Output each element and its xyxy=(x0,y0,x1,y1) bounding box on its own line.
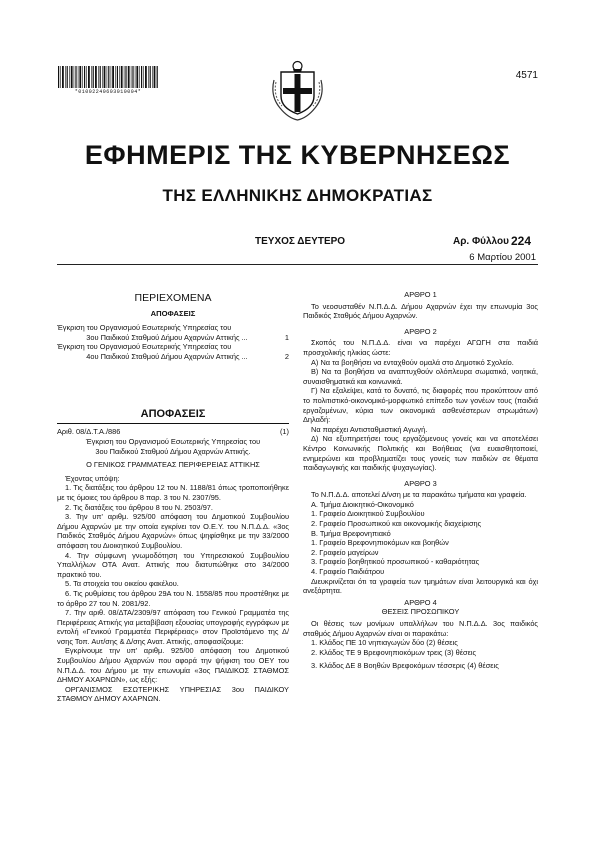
article-title: ΑΡΘΡΟ 3 xyxy=(404,478,437,488)
decision-body xyxy=(57,437,289,704)
paragraph: 5. Τα στοιχεία του οικείου φακέλου. xyxy=(65,579,179,589)
paragraph: 2. Τις διατάξεις του άρθρου 8 του Ν. 2503/97. xyxy=(65,502,213,512)
decisions-heading: ΑΠΟΦΑΣΕΙΣ xyxy=(140,408,206,420)
article-title: ΑΡΘΡΟ 2 xyxy=(404,326,437,336)
article-item: 2. Κλάδος ΤΕ 9 Βρεφονηπιοκόμων τρεις (3) θέσεις xyxy=(311,647,477,657)
article-text: Διευκρινίζεται ότι τα γραφεία των τμημάτων είναι λειτουργικά και όχι ανεξάρτητα. xyxy=(303,576,538,596)
toc-page: 2 xyxy=(284,351,289,361)
decision-subject: Έγκριση του Οργανισμού Εσωτερικής Υπηρεσίας του 3ου Παιδικού Σταθμού Δήμου Αχαρνών Αττικής. xyxy=(85,437,261,456)
article-item: 1. Γραφείο Βρεφονηπιοκόμων και βοηθών xyxy=(311,538,449,548)
article-item: 3. Γραφείο βοηθητικού προσωπικού - καθαριότητας xyxy=(311,557,480,567)
contents-title: ΠΕΡΙΕΧΟΜΕΝΑ xyxy=(134,292,212,304)
article-item: 1. Γραφείο Διοικητικού Συμβουλίου xyxy=(311,509,425,519)
article-item: Α) Να τα βοηθήσει να ενταχθούν ομαλά στο Δημοτικό Σχολείο. xyxy=(311,357,514,367)
barcode-number: *01002240603010004* xyxy=(74,89,142,95)
article-item: Να παρέχει Αντισταθμιστική Αγωγή. xyxy=(311,424,428,434)
paragraph: 1. Τις διατάξεις του άρθρου 12 του Ν. 1188/81 όπως τροποποιήθηκε με τις όμοιες του άρθρου 8 παρ. 3 του Ν. 2307/95. xyxy=(57,483,289,502)
article-subtitle: ΘΕΣΕΙΣ ΠΡΟΣΩΠΙΚΟΥ xyxy=(381,607,460,617)
toc-item[interactable]: Έγκριση του Οργανισμού Εσωτερικής Υπηρεσίας του 3ου Παιδικού Σταθμού Δήμου Αχαρνών Αττικής ... 1 xyxy=(57,323,289,342)
paragraph: 7. Την αριθ. 08/ΔΤΑ/2309/97 απόφαση του Γενικού Γραμματέα της Περιφέρειας Αττικής για μεταβίβαση εξουσίας υπογραφής εγγράφων με εντολή «Γενικού Γραμματέα Περιφέρειας» στον Προϊστάμενο της Δ/νσης Τοπ. Αυτ/σης & Δ/σης Ανατ. Αττικής, αποφασίζουμε: xyxy=(57,608,289,646)
issue-series: ΤΕΥΧΟΣ ΔΕΥΤΕΡΟ xyxy=(255,236,346,247)
contents-section: ΑΠΟΦΑΣΕΙΣ xyxy=(150,309,196,318)
article-item: Β. Τμήμα Βρεφονηπιακό xyxy=(311,528,391,538)
paragraph: 4. Την σύμφωνη γνωμοδότηση του Υπηρεσιακού Συμβουλίου Υπαλλήλων ΟΤΑ Ανατ. Αττικής που διατυπώθηκε στο 34/2000 πρακτικό του. xyxy=(57,550,289,579)
header-divider xyxy=(57,264,538,265)
article-item: 4. Γραφείο Παιδιάτρου xyxy=(311,567,385,577)
article-item: 2. Γραφείο Προσωπικού και οικονομικής διαχείρισης xyxy=(311,519,482,529)
decisions-divider xyxy=(57,423,289,424)
article-item: 3. Κλάδος ΔΕ 8 Βοηθών Βρεφοκόμων τέσσερις (4) θέσεις xyxy=(311,661,499,671)
article-item: 2. Γραφείο μαγείρων xyxy=(311,547,379,557)
article-item: Β) Να τα βοηθήσει να αναπτυχθούν ολόπλευρα σωματικά, νοητικά, συναισθηματικά και κοινωνικά. xyxy=(303,367,538,386)
decision-reference: Αριθ. 08/Δ.Τ.Α./886 (1) xyxy=(57,427,289,436)
article-text: Το νεοσυσταθέν Ν.Π.Δ.Δ. Δήμου Αχαρνών έχει την επωνυμία 3ος Παιδικός Σταθμός Δήμου Αχαρνών. xyxy=(303,301,538,321)
article-item: Γ) Να εξαλείψει, κατά το δυνατό, τις διαφορές που προκύπτουν από το πολιτιστικό-οικονομικό-μορφωτικό επίπεδο των γονέων τους (παιδιά εργαζομένων, κύρια των οικονομικά ασθενέστερων στρωμάτων) Δηλαδή: xyxy=(303,386,538,425)
article-title: ΑΡΘΡΟ 4 xyxy=(404,597,437,607)
paragraph: 6. Τις ρυθμίσεις του άρθρου 29Α του Ν. 1558/85 που προστέθηκε με το άρθρο 27 του Ν. 2081/92. xyxy=(57,588,289,608)
paragraph: ΟΡΓΑΝΙΣΜΟΣ ΕΣΩΤΕΡΙΚΗΣ ΥΠΗΡΕΣΙΑΣ 3ου ΠΑΙΔΙΚΟΥ ΣΤΑΘΜΟΥ ΔΗΜΟΥ ΑΧΑΡΝΩΝ. xyxy=(57,684,289,704)
toc-item[interactable]: Έγκριση του Οργανισμού Εσωτερικής Υπηρεσίας του 4ου Παιδικού Σταθμού Δήμου Αχαρνών Αττικής ... 2 xyxy=(57,342,289,361)
paragraph: 3. Την υπ' αριθμ. 925/00 απόφαση του Δημοτικού Συμβουλίου Δήμου Αχαρνών με την οποία εγκρίνει τον Ο.Ε.Υ. του Ν.Π.Δ.Δ. «3ος Παιδικός Σταθμός Δήμου Αχαρνών» όπως ψηφίσθηκε με την 33/2000 απόφαση του Διοικητικού Συμβουλίου. xyxy=(57,512,289,550)
article-title: ΑΡΘΡΟ 1 xyxy=(404,290,437,299)
article-text: Οι θέσεις των μονίμων υπαλλήλων του Ν.Π.Δ.Δ. 3ος παιδικός σταθμός Δήμου Αχαρνών είναι οι παρακάτω: xyxy=(303,619,538,638)
gazette-subtitle: ΤΗΣ ΕΛΛΗΝΙΚΗΣ ΔΗΜΟΚΡΑΤΙΑΣ xyxy=(162,186,433,205)
considering-label: Έχοντας υπόψη: xyxy=(65,473,120,483)
paragraph: Εγκρίνουμε την υπ' αριθμ. 925/00 απόφαση του Δημοτικού Συμβουλίου Δήμου Αχαρνών που αφορά την ψήφιση του ΟΕΥ του Ν.Π.Δ.Δ. του Δήμου με την επωνυμία «3ος ΠΑΙΔΙΚΟΣ ΣΤΑΘΜΟΣ ΔΗΜΟΥ ΑΧΑΡΝΩΝ», ως εξής: xyxy=(57,646,289,685)
article-text: Το Ν.Π.Δ.Δ. αποτελεί Δ/νση με τα παρακάτω τμήματα και γραφεία. xyxy=(311,490,527,500)
sheet-label: Αρ. Φύλλου xyxy=(453,236,509,247)
article-text: Σκοπός του Ν.Π.Δ.Δ. είναι να παρέχει ΑΓΩΓΗ στα παιδιά προσχολικής ηλικίας ώστε: xyxy=(303,338,538,357)
article-item: Δ) Να εξυπηρετήσει τους εργαζόμενους γονείς και να αποτελέσει Κέντρο Κοινωνικής Πολιτικής και Βοήθειας (να ευαισθητοποιεί, ενημερώνει και προβληματίζει τους γονείς των παιδιών σε θέματα παιδαγωγικής και παιδικής ψυχαγωγίας). xyxy=(303,434,538,473)
page-number: 4571 xyxy=(515,70,538,81)
article-item: Α. Τμήμα Διοικητικό-Οικονομικό xyxy=(311,499,414,509)
articles xyxy=(303,290,538,671)
barcode xyxy=(58,66,158,88)
article-item: 1. Κλάδος ΠΕ 10 νηπιαγωγών δύο (2) θέσεις xyxy=(311,638,458,648)
toc-page: 1 xyxy=(284,332,289,342)
gazette-title: ΕΦΗΜΕΡΙΣ ΤΗΣ ΚΥΒΕΡΝΗΣΕΩΣ xyxy=(84,140,511,170)
sheet-number: 224 xyxy=(511,234,532,248)
greek-coat-of-arms-icon xyxy=(270,58,325,122)
issue-date: 6 Μαρτίου 2001 xyxy=(469,252,536,263)
issuing-authority: Ο ΓΕΝΙΚΟΣ ΓΡΑΜΜΑΤΕΑΣ ΠΕΡΙΦΕΡΕΙΑΣ ΑΤΤΙΚΗΣ xyxy=(86,460,260,470)
table-of-contents xyxy=(57,323,289,361)
